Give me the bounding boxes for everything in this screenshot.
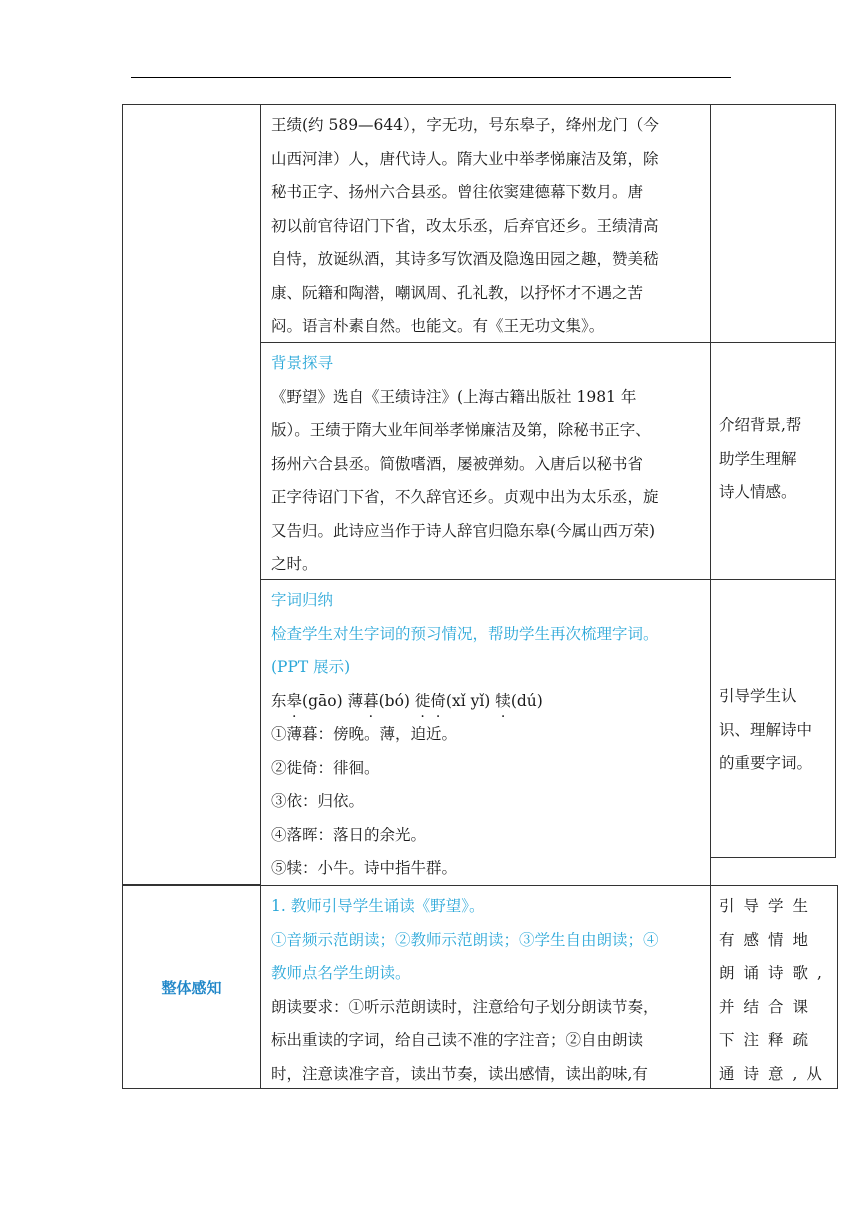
note-line: 朗诵诗歌, [719, 964, 831, 982]
bio-line: 康、阮籍和陶潜，嘲讽周、孔礼教，以抒怀才不遇之苦 [271, 283, 644, 302]
dotted-char: 暮 [363, 691, 379, 710]
background-line: 《野望》选自《王绩诗注》(上海古籍出版社 1981 年 [271, 387, 637, 406]
bio-line: 王绩(约 589—644），字无功，号东皋子，绛州龙门（今 [271, 116, 659, 134]
bio-line: 初以前官待诏门下省，改太乐丞，后弃官还乡。王绩清高 [271, 216, 659, 235]
author-bio-cell [260, 104, 711, 343]
vocab-intro: 检查学生对生字词的预习情况，帮助学生再次梳理字词。 [271, 624, 659, 643]
vocab-ppt: (PPT 展示) [271, 658, 351, 676]
reading-methods: 教师点名学生朗读。 [271, 964, 411, 982]
note-line: 识、理解诗中 [719, 720, 813, 739]
dotted-char: 犊 [495, 691, 511, 710]
dotted-char: 皋 [286, 691, 303, 710]
background-line: 版）。王绩于隋大业年间举孝悌廉洁及第，除秘书正字、 [271, 421, 651, 439]
reading-requirement: 时，注意读准字音，读出节奏，读出感情，读出韵味,有 [271, 1064, 648, 1083]
note-line: 助学生理解 [719, 449, 797, 468]
vocab-item: ②徙倚：徘徊。 [271, 758, 380, 777]
bio-line: 闷。语言朴素自然。也能文。有《王无功文集》。 [271, 317, 605, 335]
dotted-char: 倚 [430, 691, 446, 710]
background-heading: 背景探寻 [271, 354, 334, 372]
reading-methods: ①音频示范朗读；②教师示范朗读；③学生自由朗读；④ [271, 930, 659, 949]
background-line: 扬州六合县丞。简傲嗜酒，屡被弹劾。入唐后以秘书省 [271, 454, 644, 473]
vocab-cell [260, 579, 711, 886]
left-label-cell-top [122, 104, 261, 885]
vocab-item: ④落晖：落日的余光。 [271, 825, 427, 844]
note-cell-background [710, 342, 836, 580]
note-line: 有感情地 [719, 930, 818, 949]
note-line: 引导学生 [719, 897, 818, 915]
note-line: 的重要字词。 [719, 754, 813, 772]
note-line: 通诗意,从 [719, 1064, 831, 1083]
reading-requirement: 标出重读的字词，给自己读不准的字注音；②自由朗读 [271, 1031, 644, 1049]
reading-requirement: 朗读要求：①听示范朗读时，注意给句子划分朗读节奏， [271, 997, 659, 1016]
note-cell-vocab [710, 579, 836, 858]
note-cell-bio [710, 104, 836, 343]
bio-line: 山西河津）人，唐代诗人。隋大业中举孝悌廉洁及第，除 [271, 149, 659, 168]
vocab-item: ⑤犊：小牛。诗中指牛群。 [271, 859, 458, 877]
note-cell-overall [710, 885, 838, 1089]
pinyin-line: 东皋(gāo) 薄暮(bó) 徙倚(xǐ yǐ) 犊(dú) [271, 691, 543, 710]
background-line: 之时。 [271, 555, 318, 573]
note-line: 介绍背景,帮 [719, 416, 802, 434]
note-line: 引导学生认 [719, 687, 797, 705]
background-line: 正字待诏门下省，不久辞官还乡。贞观中出为太乐丞，旋 [271, 488, 659, 506]
vocab-item: ③依：归依。 [271, 792, 365, 810]
bio-line: 自恃，放诞纵酒，其诗多写饮酒及隐逸田园之趣，赞美嵇 [271, 250, 659, 268]
header-rule [131, 77, 731, 78]
background-cell [260, 342, 711, 580]
section-label-cell [122, 885, 261, 1089]
note-line: 并结合课 [719, 997, 818, 1016]
section-label: 整体感知 [161, 978, 222, 997]
vocab-item: ①薄暮：傍晚。薄，迫近。 [271, 725, 458, 743]
note-line: 诗人情感。 [719, 483, 797, 501]
vocab-heading: 字词归纳 [271, 591, 334, 609]
overall-cell [260, 885, 711, 1089]
bio-line: 秘书正字、扬州六合县丞。曾往依窦建德幕下数月。唐 [271, 183, 644, 201]
background-line: 又告归。此诗应当作于诗人辞官归隐东皋(今属山西万荣) [271, 521, 656, 540]
note-line: 下注释疏 [719, 1031, 818, 1049]
dotted-char: 徙 [414, 691, 431, 710]
overall-step: 1. 教师引导学生诵读《野望》。 [271, 897, 485, 915]
